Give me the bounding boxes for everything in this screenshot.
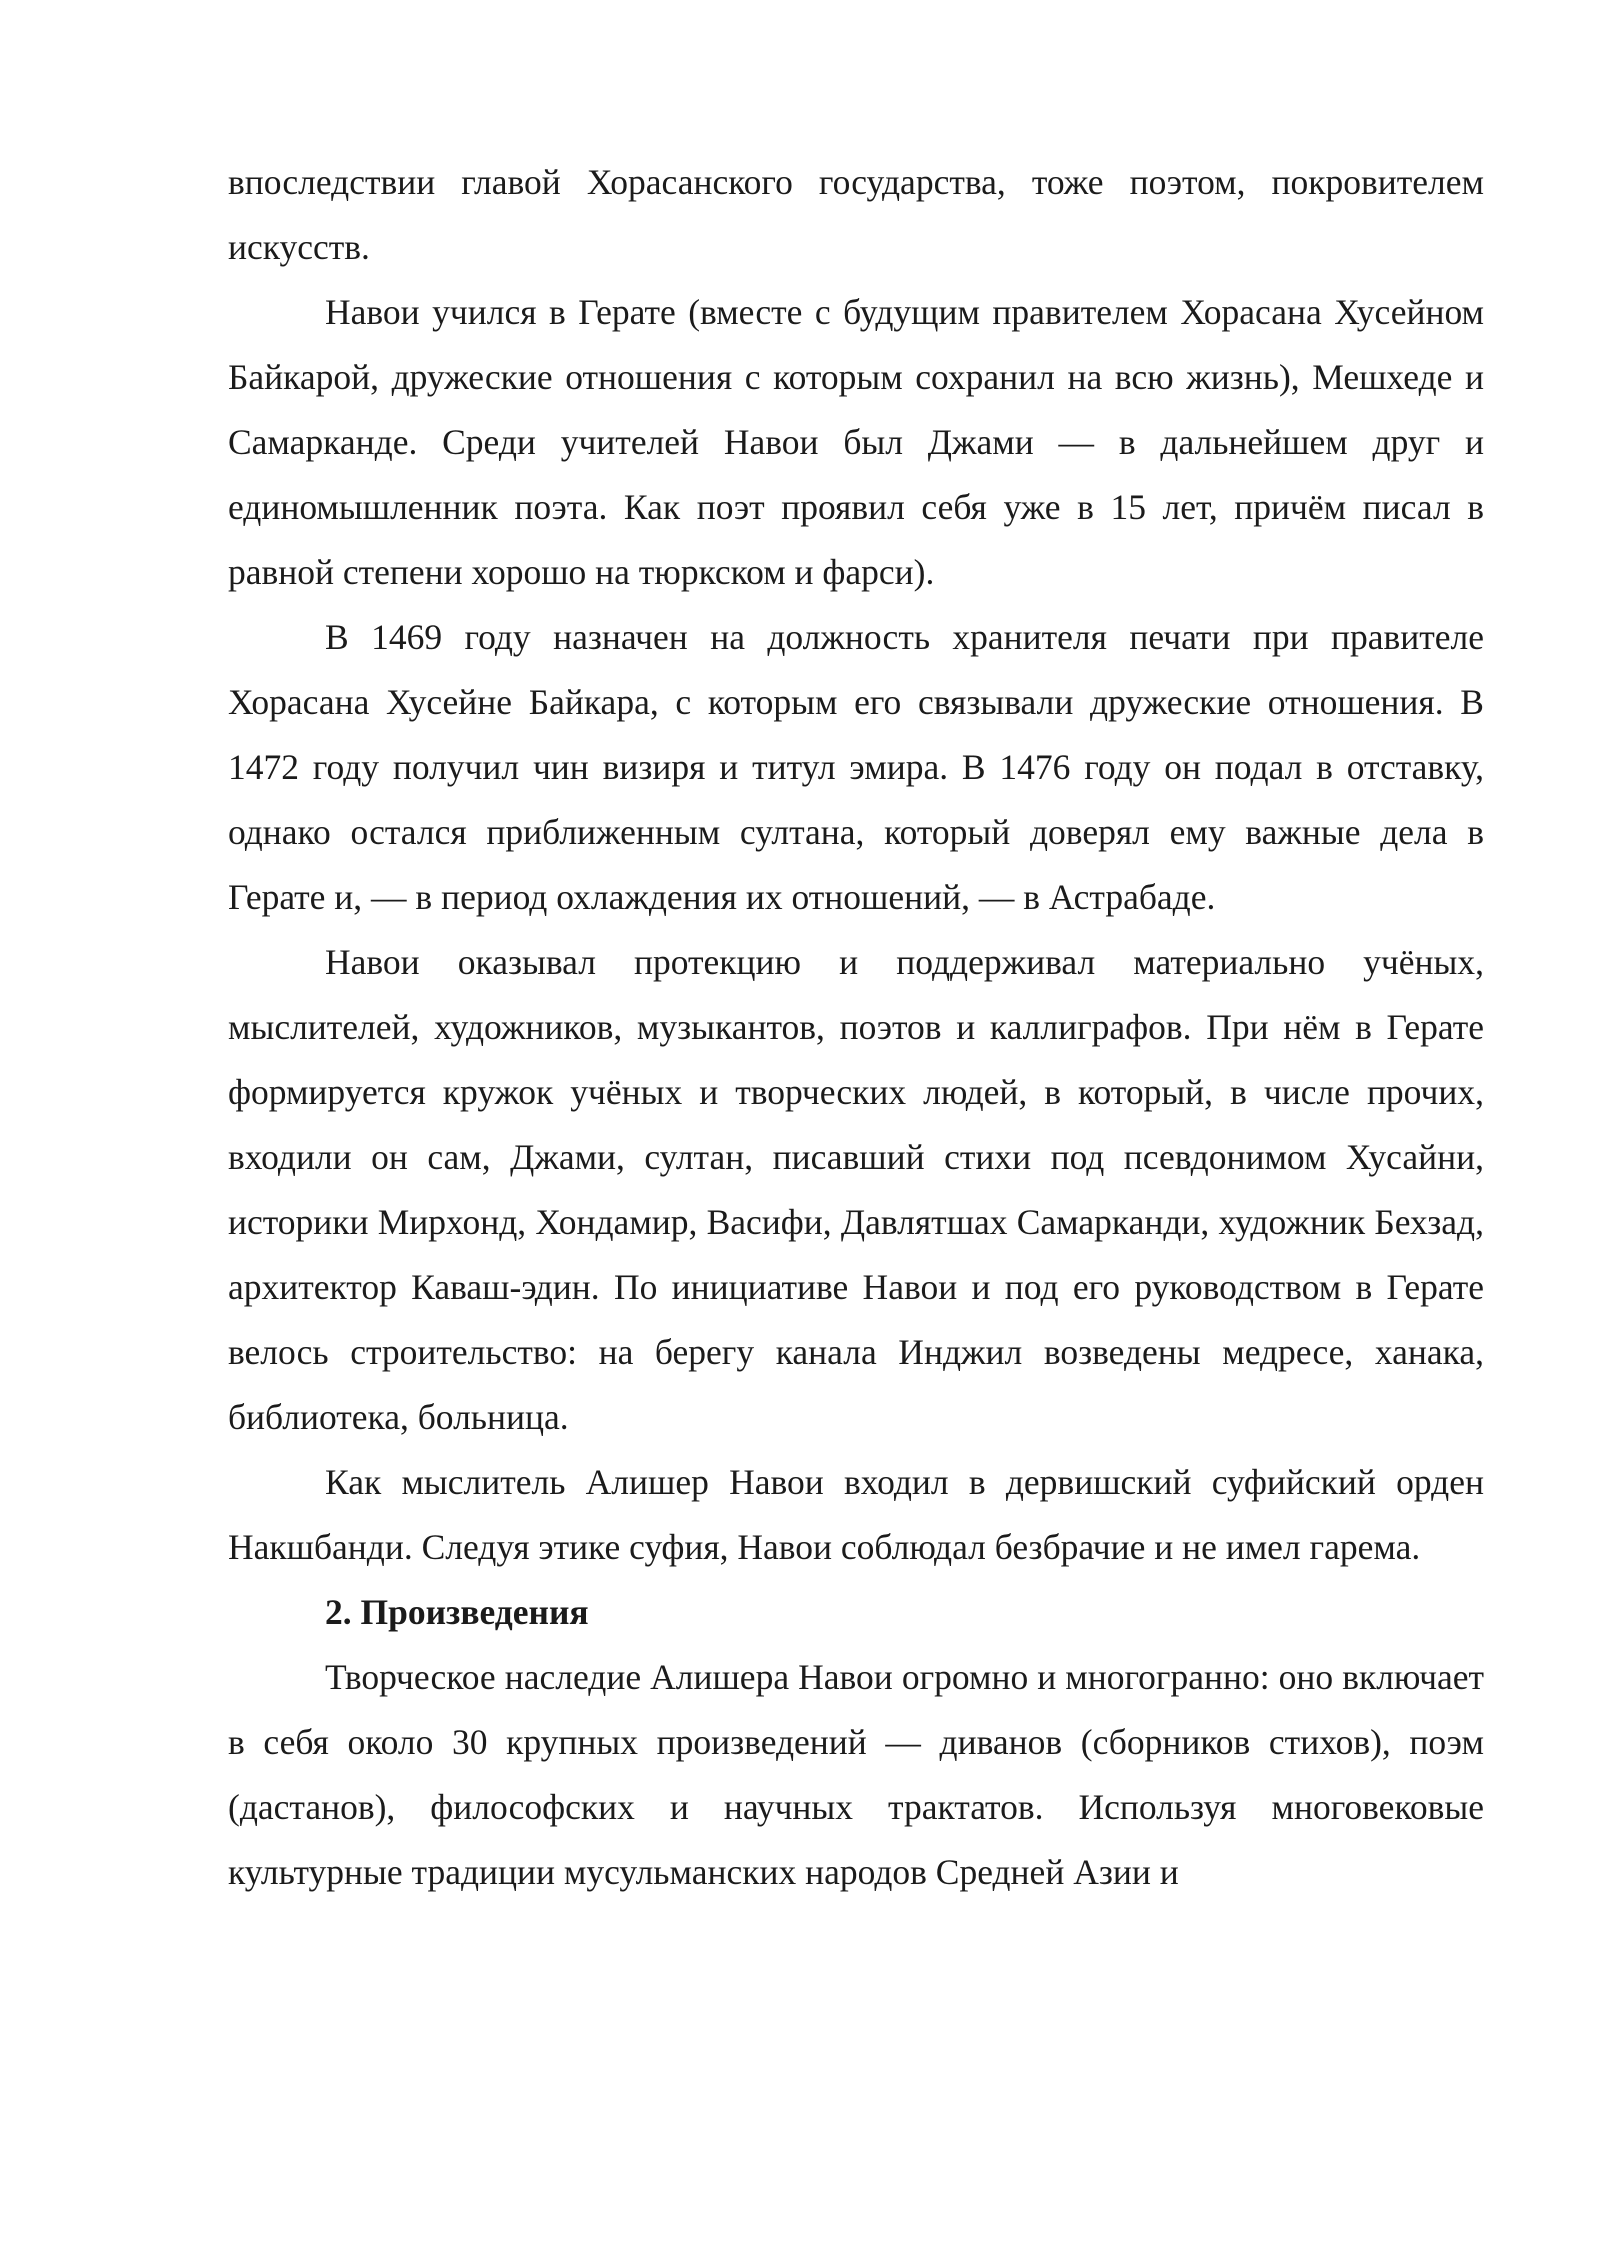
paragraph-works-intro: Творческое наследие Алишера Навои огромно и многогранно: оно включает в себя около 30 крупных произведений — диванов (сборников стихов), поэм (дастанов), философских и научных трактатов. Используя многовековые культурные традиции мусульманских народов Средней Азии и (228, 1657, 1484, 1892)
paragraph-sufism: Как мыслитель Алишер Навои входил в дервишский суфийский орден Накшбанди. Следуя этике суфия, Навои соблюдал безбрачие и не имел гарема. (228, 1462, 1484, 1567)
document-page (228, 150, 1484, 1905)
paragraph-patronage: Навои оказывал протекцию и поддерживал материально учёных, мыслителей, художников, музыкантов, поэтов и каллиграфов. При нём в Герате формируется кружок учёных и творческих людей, в который, в числе прочих, входили он сам, Джами, султан, писавший стихи под псевдонимом Хусайни, историки Мирхонд, Хондамир, Васифи, Давлятшах Самарканди, художник Бехзад, архитектор Каваш-эдин. По инициативе Навои и под его руководством в Герате велось строительство: на берегу канала Инджил возведены медресе, ханака, библиотека, больница. (228, 942, 1484, 1437)
paragraph-continuation: впоследствии главой Хорасанского государства, тоже поэтом, покровителем искусств. (228, 162, 1484, 267)
section-heading-works: 2. Произведения (325, 1592, 589, 1632)
paragraph-education: Навои учился в Герате (вместе с будущим правителем Хорасана Хусейном Байкарой, дружеские отношения с которым сохранил на всю жизнь), Мешхеде и Самарканде. Среди учителей Навои был Джами — в дальнейшем друг и единомышленник поэта. Как поэт проявил себя уже в 15 лет, причём писал в равной степени хорошо на тюркском и фарси). (228, 292, 1484, 592)
paragraph-career: В 1469 году назначен на должность хранителя печати при правителе Хорасана Хусейне Байкара, с которым его связывали дружеские отношения. В 1472 году получил чин визиря и титул эмира. В 1476 году он подал в отставку, однако остался приближенным султана, который доверял ему важные дела в Герате и, — в период охлаждения их отношений, — в Астрабаде. (228, 617, 1484, 917)
